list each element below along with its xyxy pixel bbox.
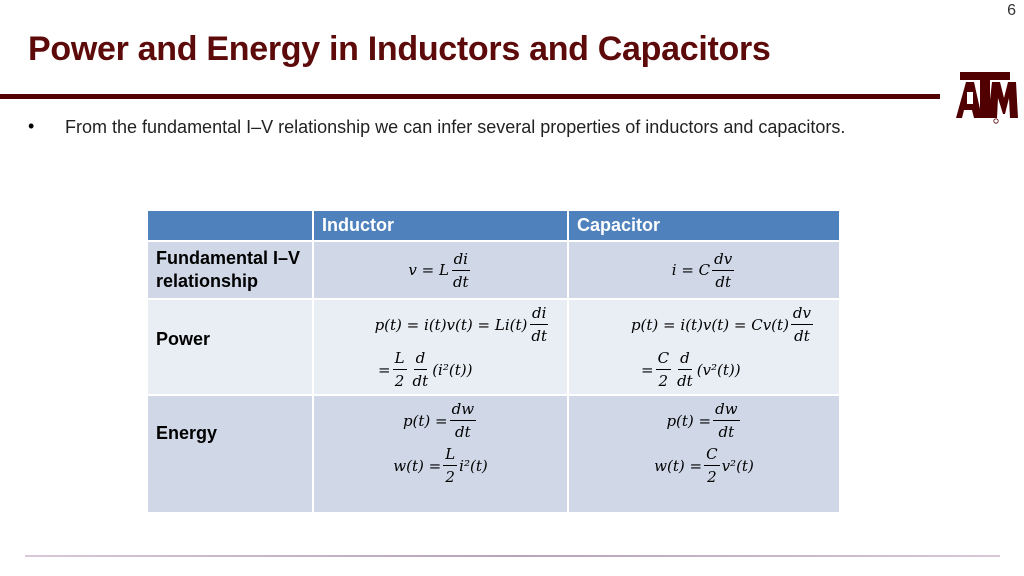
inductor-fundamental-equation: v = L $\frac{di}{dt}$	[313, 241, 568, 299]
header-capacitor: Capacitor	[568, 210, 840, 241]
bullet-marker: •	[28, 116, 35, 136]
page-number: 6	[1007, 2, 1016, 19]
row-label-fundamental: Fundamental I–V relationship	[147, 241, 313, 299]
table-row-energy	[147, 395, 840, 513]
inductor-power-equation: p(t) = i(t)v(t) = Li(t) $\frac{di}{dt}$ = $\frac{L}{2}$ $\frac{d}{dt}$ (i²(t))	[313, 299, 568, 395]
title-rule	[0, 94, 940, 99]
capacitor-fundamental-equation: i = C $\frac{dv}{dt}$	[568, 241, 840, 299]
header-empty-cell	[147, 210, 313, 241]
tamu-atm-logo-icon	[952, 68, 1018, 124]
row-label-energy: Energy	[147, 395, 313, 513]
bullet-text: From the fundamental I–V relationship we can infer several properties of inductors and capacitors.	[65, 117, 846, 137]
slide-title: Power and Energy in Inductors and Capacitors	[28, 30, 771, 68]
capacitor-power-equation: p(t) = i(t)v(t) = Cv(t) $\frac{dv}{dt}$ = $\frac{C}{2}$ $\frac{d}{dt}$ (v²(t))	[568, 299, 840, 395]
table-row-fundamental	[147, 241, 840, 299]
row-label-power: Power	[147, 299, 313, 395]
header-inductor: Inductor	[313, 210, 568, 241]
properties-table	[146, 209, 841, 514]
table-header-row	[147, 210, 840, 241]
footer-rule	[25, 555, 1000, 557]
capacitor-energy-equation: p(t) = $\frac{dw}{dt}$ w(t) = $\frac{C}{2}$ v²(t)	[568, 395, 840, 513]
table-row-power	[147, 299, 840, 395]
inductor-energy-equation: p(t) = $\frac{dw}{dt}$ w(t) = $\frac{L}{2}$ i²(t)	[313, 395, 568, 513]
